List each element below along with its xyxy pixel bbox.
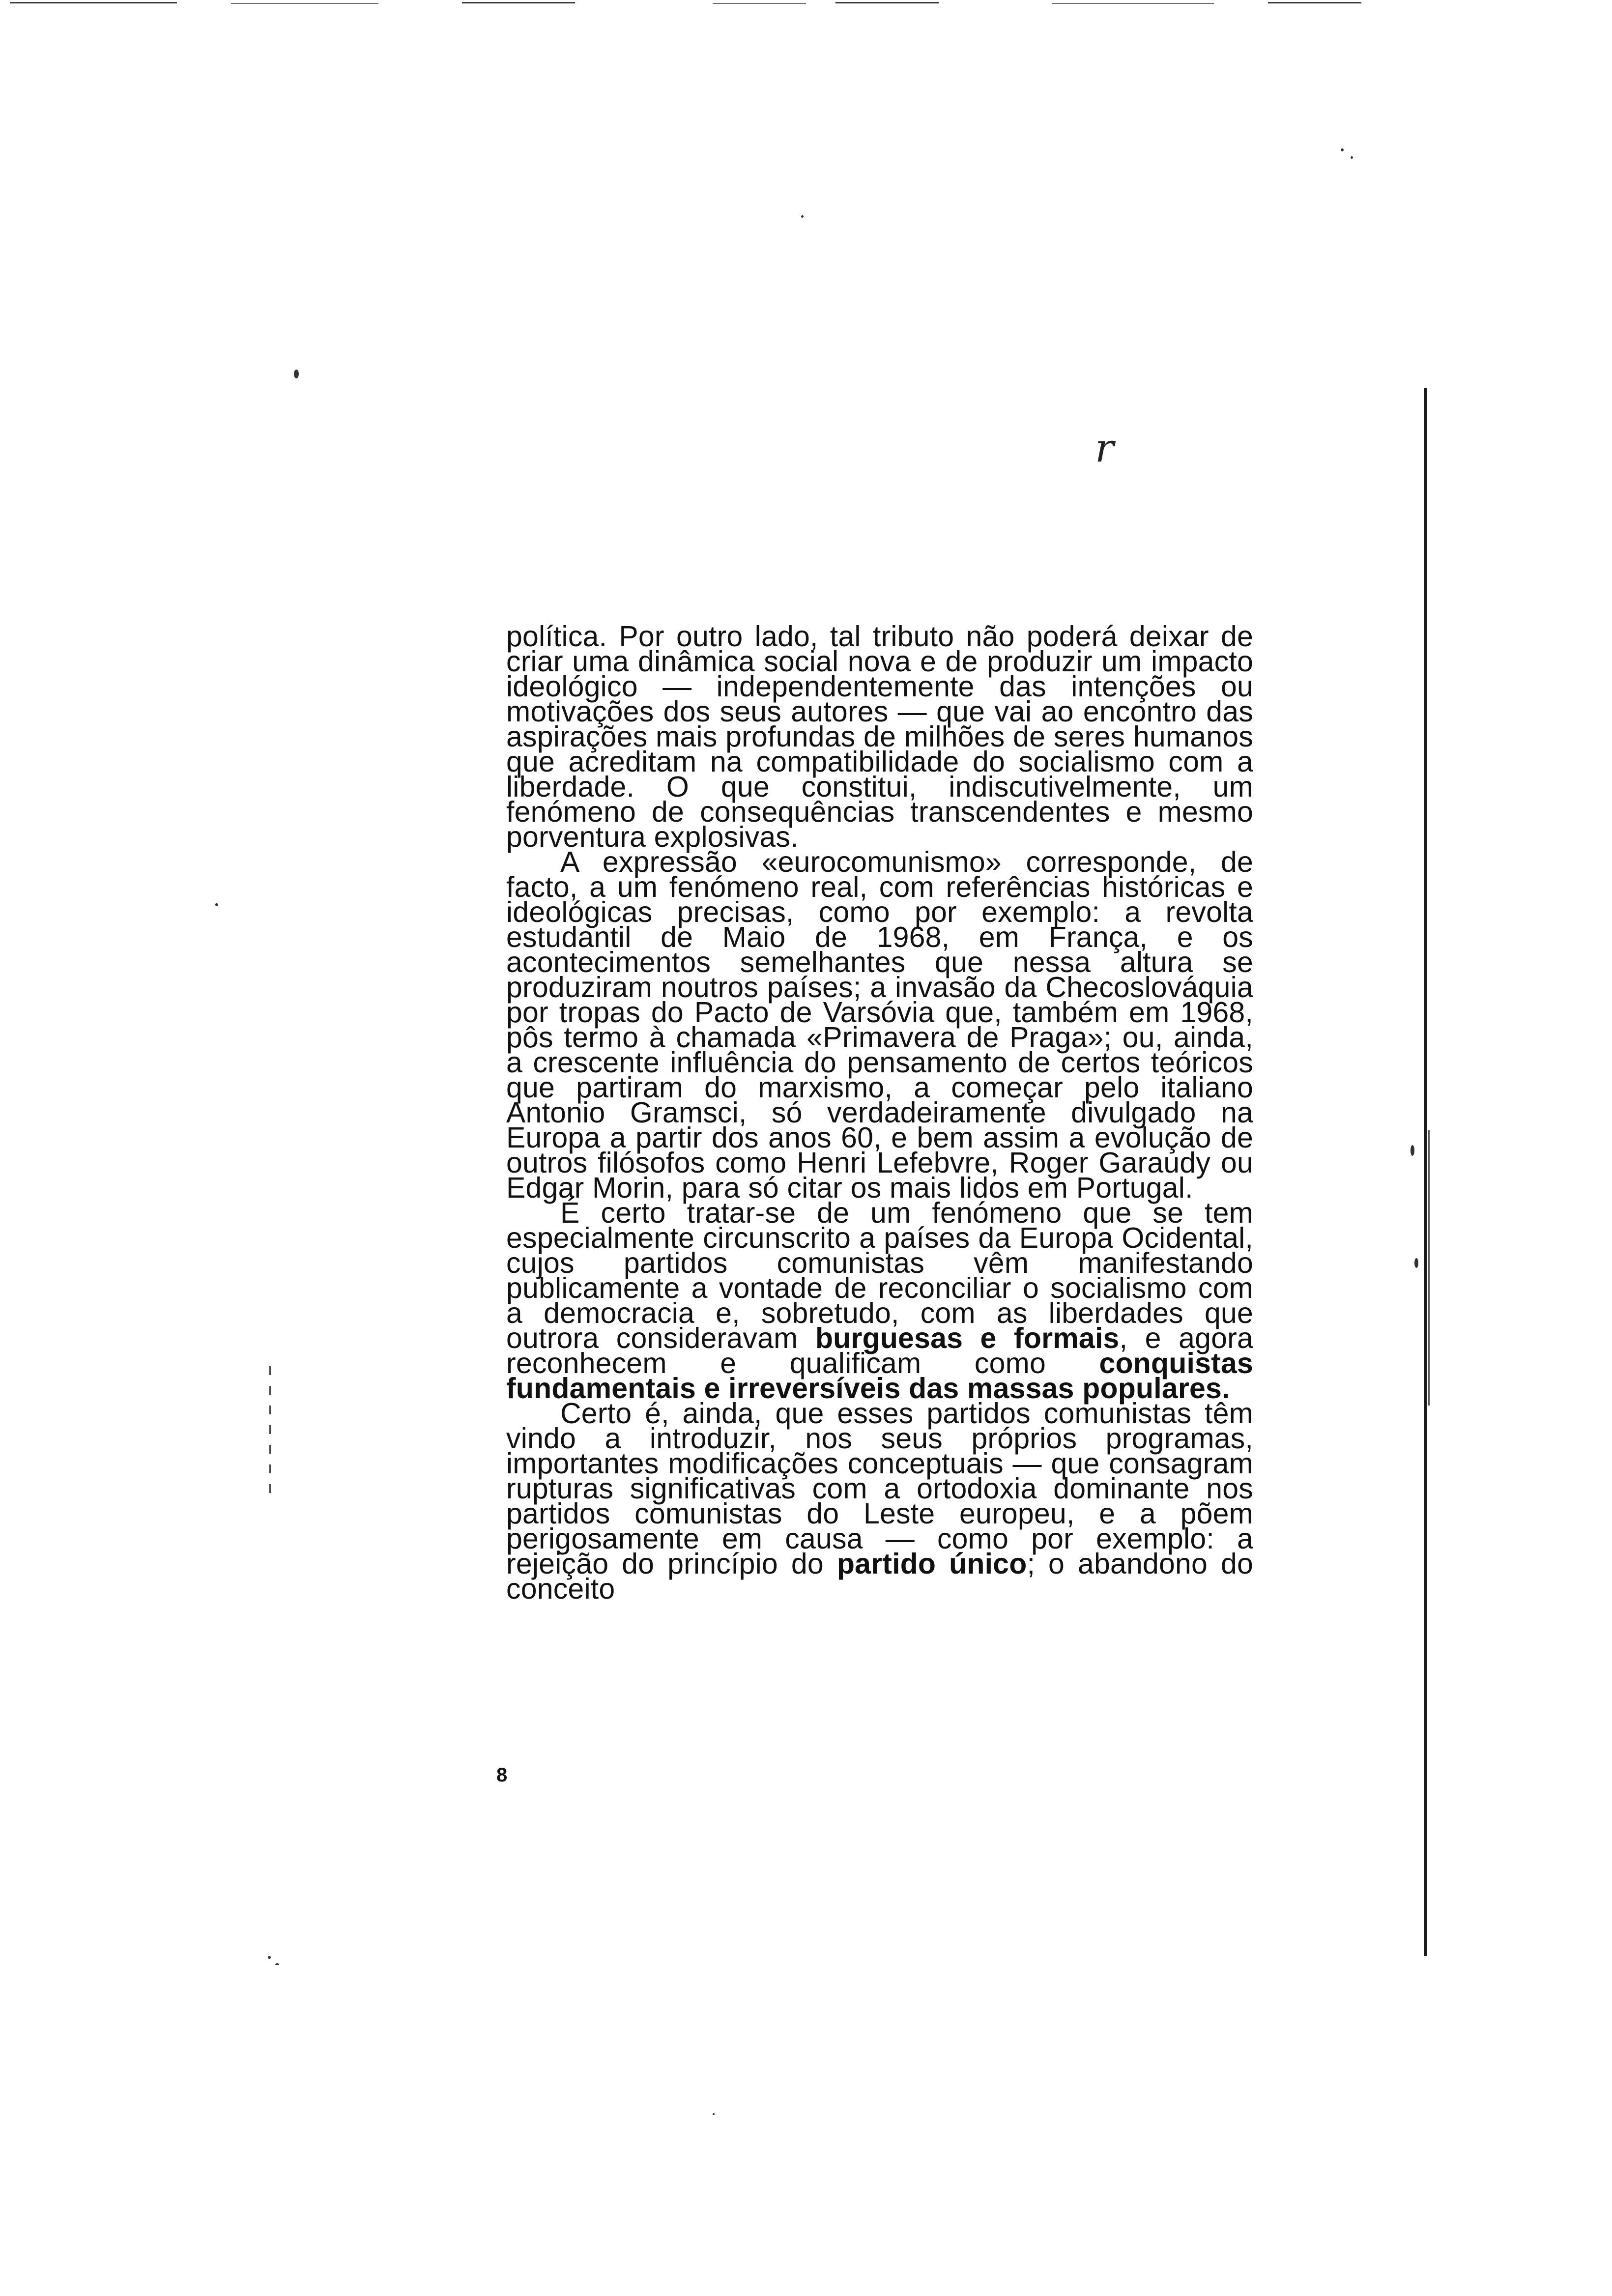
scan-rule-segment — [231, 3, 378, 4]
scan-speck — [275, 1963, 279, 1965]
scan-top-edge — [0, 0, 1612, 7]
paragraph-4 — [506, 1397, 1254, 1605]
scan-left-dashes — [269, 1366, 271, 1494]
scan-page-edge-shadow — [1428, 1130, 1430, 1406]
body-text — [506, 620, 1254, 1605]
scan-speck — [1414, 1258, 1418, 1268]
scan-speck — [713, 2113, 715, 2115]
scan-rule-segment — [713, 3, 806, 4]
scan-rule-segment — [462, 2, 575, 3]
scan-rule-segment — [1268, 2, 1361, 3]
paragraph-2 — [506, 846, 1253, 1204]
scan-page-edge-line — [1424, 388, 1427, 1956]
paragraph-1 — [506, 620, 1253, 853]
paragraph-text: É certo tratar-se de um fenómeno que se tem especialmente circunscrito a países da Europa Ocidental, cujos partidos comunistas vêm manifestando publicamente a vontade de reconciliar o socialismo com a democracia e, sobretudo, com as liberdades que outrora consideravam — [506, 1197, 1253, 1354]
paragraph-text: Certo é, ainda, que esses partidos comunistas têm vindo a introduzir, nos seus próprios programas, importantes modificações conceptuais — que consagram rupturas significativas com a ortodoxia dominante nos partidos comunistas do Leste europeu, e a põem perigosamente em causa — como por exemplo: a rejeição do princípio do — [506, 1397, 1253, 1580]
scan-speck — [268, 1956, 271, 1959]
paragraph-text: , e agora reconhecem e qualificam como — [506, 1322, 1253, 1379]
scan-speck — [1341, 148, 1344, 151]
bold-phrase: partido único — [836, 1548, 1027, 1580]
page-number: 8 — [496, 1764, 508, 1786]
scan-speck — [294, 370, 299, 378]
bold-phrase: conquistas fundamentais e irreversíveis das massas populares. — [506, 1347, 1253, 1405]
scan-speck — [1351, 156, 1353, 159]
scan-speck — [1410, 1145, 1414, 1156]
margin-mark: r — [1095, 425, 1114, 471]
scan-speck — [215, 903, 218, 906]
scan-rule-segment — [835, 2, 939, 3]
bold-phrase: burguesas e formais — [815, 1322, 1120, 1354]
paragraph-text: A expressão «eurocomunismo» corresponde, de facto, a um fenómeno real, com referências históricas e ideológicas precisas, como por exemplo: a revolta estudantil de Maio de 1968, em França, e os acontecimentos semelhantes que nessa altura se produziram noutros países; a invasão da Checoslováquia por tropas do Pacto de Varsóvia que, também em 1968, pôs termo à chamada «Primavera de Praga»; ou, ainda, a crescente influência do pensamento de certos teóricos que partiram do marxismo, a começar pelo italiano Antonio Gramsci, só verdadeiramente divulgado na Europa a partir dos anos 60, e bem assim a evolução de outros filósofos como Henri Lefebvre, Roger Garaudy ou Edgar Morin, para só citar os mais lidos em Portugal. — [506, 846, 1253, 1204]
paragraph-text: ; o abandono do conceito — [506, 1548, 1254, 1605]
paragraph-text: política. Por outro lado, tal tributo não poderá deixar de criar uma dinâmica social nova e de produzir um impacto ideológico — independentemente das intenções ou motivações dos seus autores — que vai ao encontro das aspirações mais profundas de milhões de seres humanos que acreditam na compatibilidade do socialismo com a liberdade. O que constitui, indiscutivelmente, um fenómeno de consequências transcendentes e mesmo porventura explosivas. — [506, 620, 1253, 853]
scan-rule-segment — [10, 2, 177, 3]
paragraph-3 — [506, 1197, 1253, 1405]
scan-speck — [801, 215, 804, 218]
scan-rule-segment — [1052, 3, 1214, 4]
